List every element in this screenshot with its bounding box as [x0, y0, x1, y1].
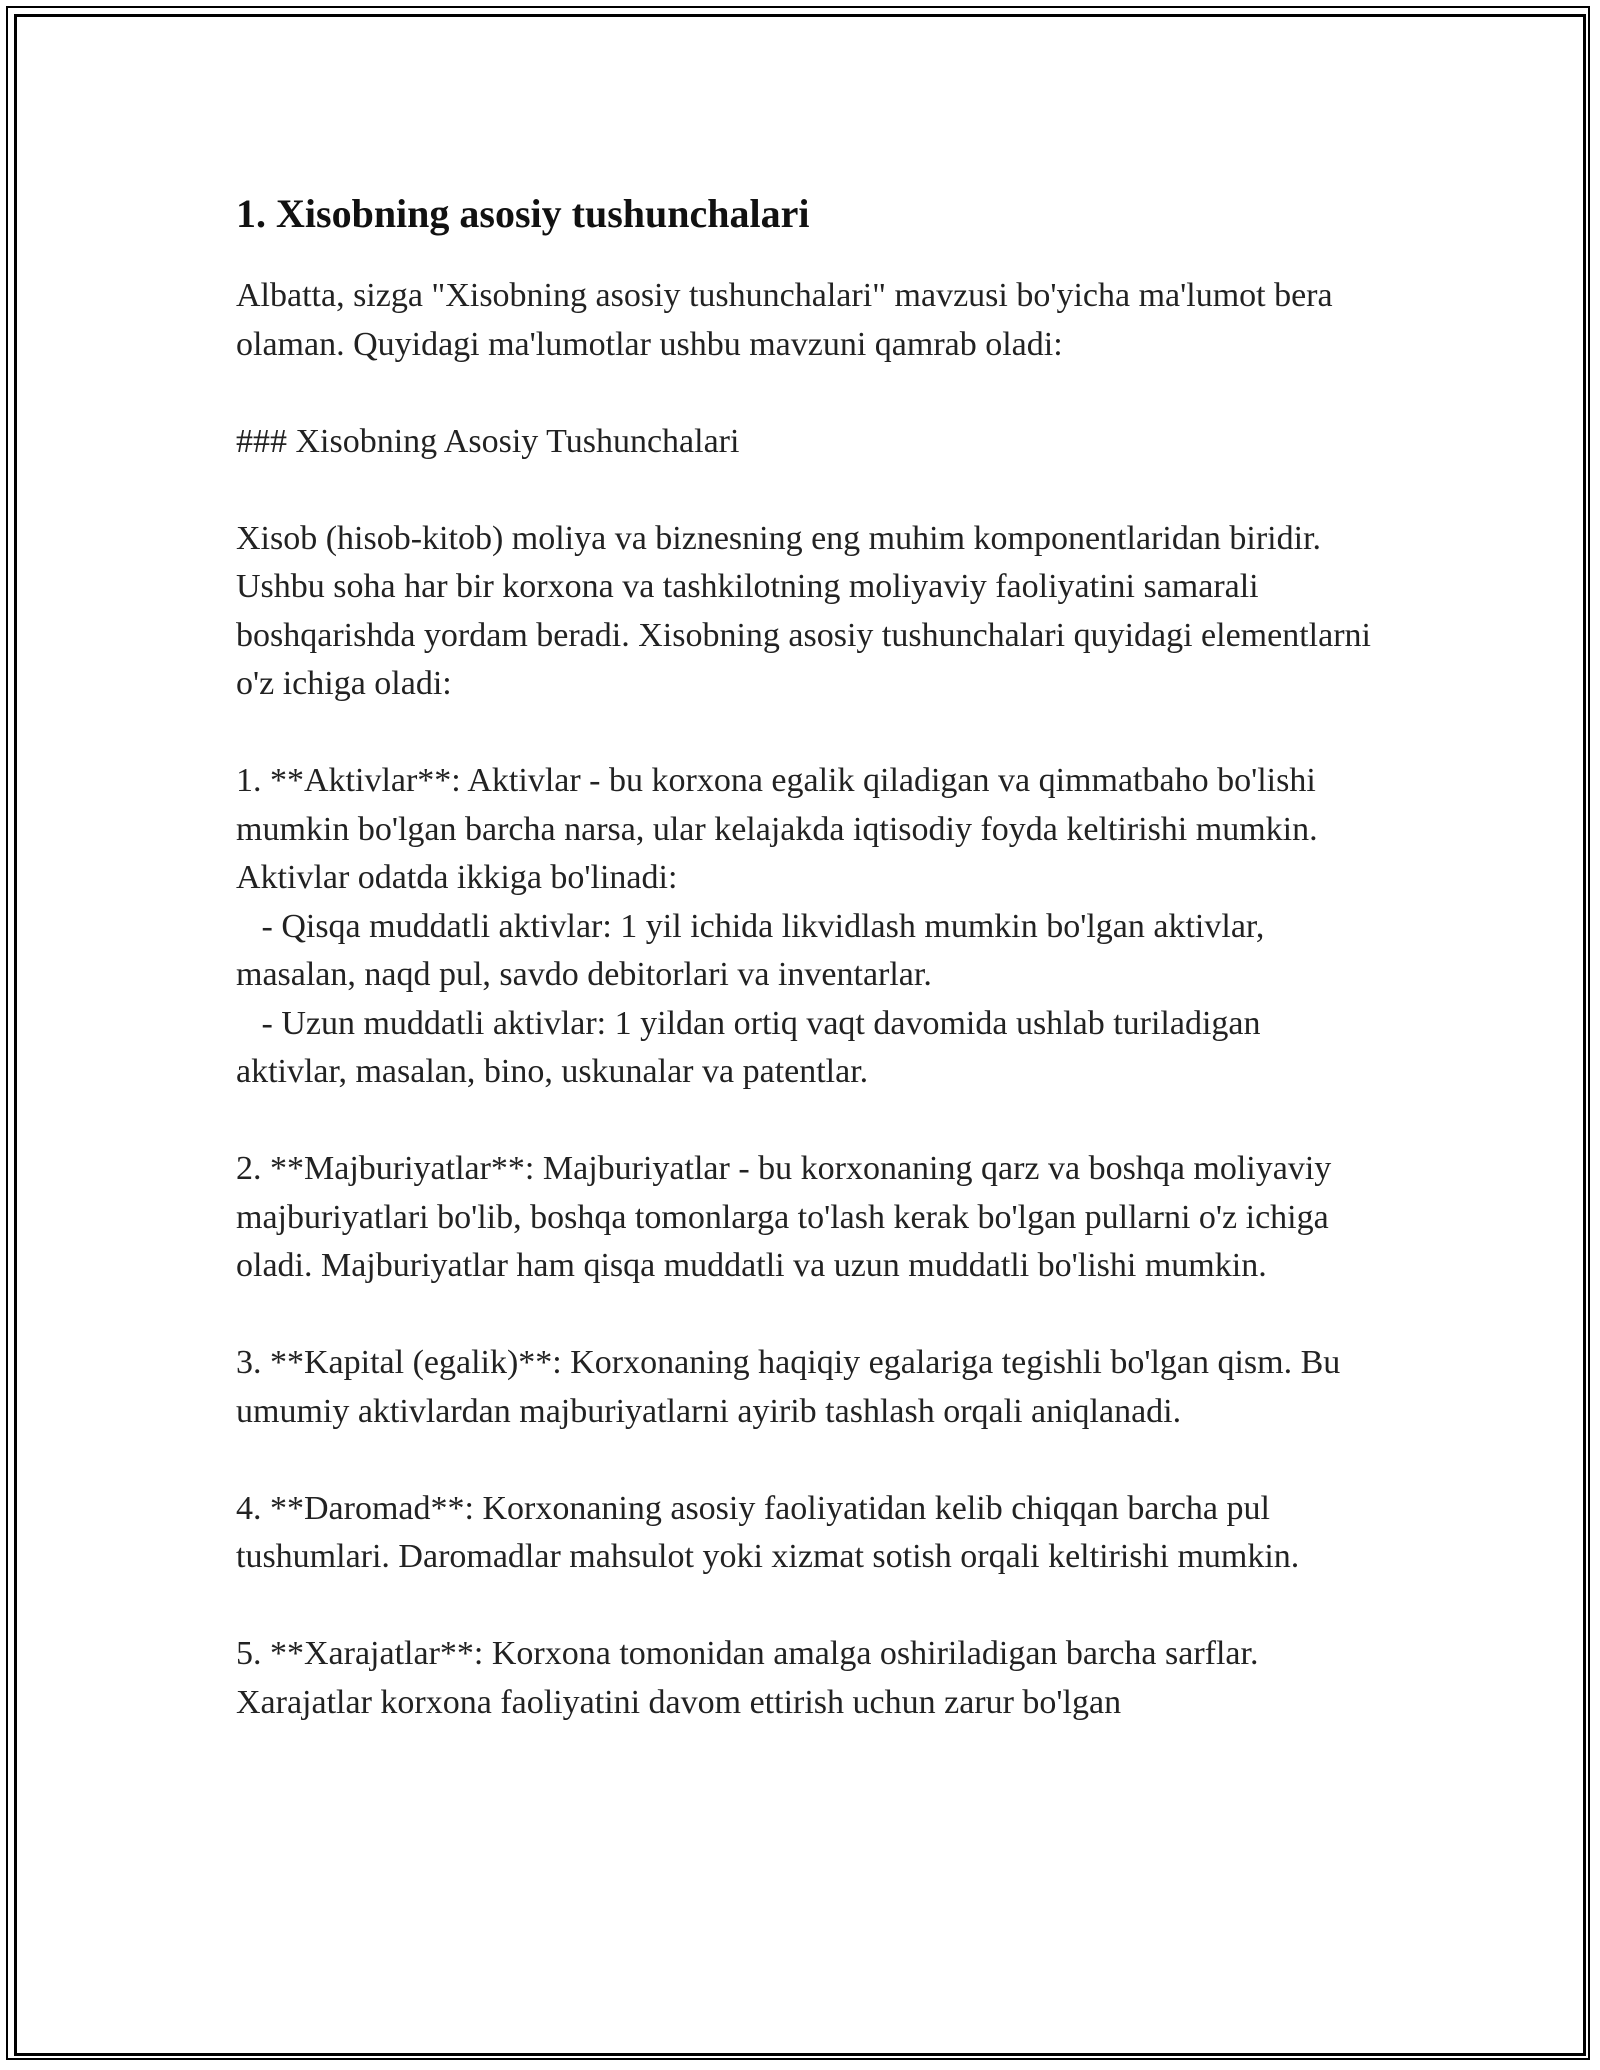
item-majburiyatlar: 2. **Majburiyatlar**: Majburiyatlar - bu korxonaning qarz va boshqa moliyaviy majburiyatlari bo'lib, boshqa tomonlarga to'lash kerak bo'lgan pullarni o'z ichiga oladi. Majburiyatlar ham qisqa muddatli va uzun muddatli bo'lishi mumkin. [236, 1150, 1340, 1284]
intro-paragraph: Albatta, sizga "Xisobning asosiy tushunchalari" mavzusi bo'yicha ma'lumot bera olaman. Quyidagi ma'lumotlar ushbu mavzuni qamrab oladi: [236, 277, 1342, 363]
item-aktivlar: 1. **Aktivlar**: Aktivlar - bu korxona egalik qiladigan va qimmatbaho bo'lishi mumkin bo'lgan barcha narsa, ular kelajakda iqtisodiy foyda keltirishi mumkin. Aktivlar odatda ikkiga bo'linadi: - Qisqa muddatli aktivlar: 1 yil ichida likvidlash mumkin bo'lgan aktivlar, masalan, naqd pul, savdo debitorlari va inventarlar. - Uzun muddatli aktivlar: 1 yildan ortiq vaqt davomida ushlab turiladigan aktivlar, masalan, bino, uskunalar va patentlar. [236, 762, 1318, 1090]
item-kapital: 3. **Kapital (egalik)**: Korxonaning haqiqiy egalariga tegishli bo'lgan qism. Bu umumiy aktivlardan majburiyatlarni ayirib tashlash orqali aniqlanadi. [236, 1344, 1349, 1430]
overview-paragraph: Xisob (hisob-kitob) moliya va biznesning eng muhim komponentlaridan biridir. Ushbu soha har bir korxona va tashkilotning moliyaviy faoliyatini samarali boshqarishda yordam beradi. Xisobning asosiy tushunchalari quyidagi elementlarni o'z ichiga oladi: [236, 519, 1380, 702]
document-body [236, 180, 1380, 1727]
item-daromad: 4. **Daromad**: Korxonaning asosiy faoliyatidan kelib chiqqan barcha pul tushumlari. Daromadlar mahsulot yoki xizmat sotish orqali keltirishi mumkin. [236, 1489, 1300, 1575]
item-xarajatlar: 5. **Xarajatlar**: Korxona tomonidan amalga oshiriladigan barcha sarflar. Xarajatlar korxona faoliyatini davom ettirish uchun zarur bo'lgan [236, 1635, 1267, 1721]
section-heading-text: ### Xisobning Asosiy Tushunchalari [236, 422, 740, 460]
document-title: 1. Xisobning asosiy tushunchalari [236, 191, 810, 236]
